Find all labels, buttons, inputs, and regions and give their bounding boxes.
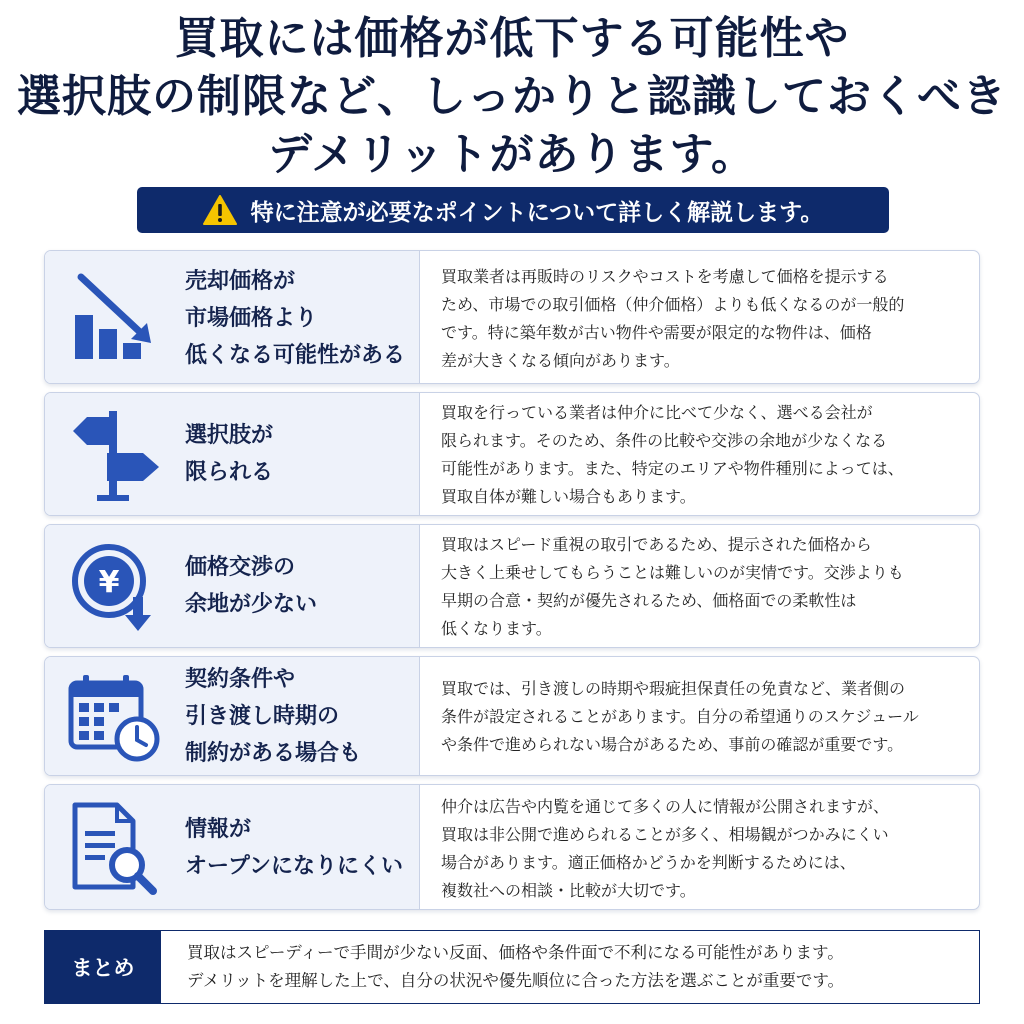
card-body: 仲介は広告や内覧を通じて多くの人に情報が公開されますが、 買取は非公開で進められることが多く、相場観がつかみにくい 場合があります。適正価格かどうかを判断するためには、 複数社への相談・比較が大切です。 — [441, 797, 890, 900]
summary-text: 買取はスピーディーで手間が少ない反面、価格や条件面で不利になる可能性があります。 デメリットを理解した上で、自分の状況や優先順位に合った方法を選ぶことが重要です。 — [187, 943, 845, 990]
title-line-2: 選択肢の制限など、しっかりと認識しておくべき — [17, 71, 1007, 122]
card-body: 買取はスピード重視の取引であるため、提示された価格から 大きく上乗せしてもらうことは難しいのが実情です。交渉よりも 早期の合意・契約が優先されるため、価格面での柔軟性は 低くなります。 — [441, 535, 904, 638]
document-search-icon — [67, 801, 163, 897]
notice-banner — [137, 187, 889, 233]
title-line-1: 買取には価格が低下する可能性や — [174, 13, 850, 64]
page-title — [0, 10, 1024, 184]
warning-icon — [203, 195, 237, 225]
price-drop-chart-icon — [67, 269, 163, 365]
card-body: 買取業者は再販時のリスクやコストを考慮して価格を提示する ため、市場での取引価格（仲介価格）よりも低くなるのが一般的 です。特に築年数が古い物件や需要が限定的な物件は、価格 差が大きくなる傾向があります。 — [441, 267, 905, 370]
card-left-panel — [45, 525, 420, 647]
card-heading: 情報が オープンになりにくい — [185, 817, 404, 879]
point-card-information — [44, 784, 980, 910]
signpost-icon — [67, 407, 163, 503]
point-card-limited-choices — [44, 392, 980, 516]
card-body: 買取では、引き渡しの時期や瑕疵担保責任の免責など、業者側の 条件が設定されることがあります。自分の希望通りのスケジュール や条件で進められない場合があるため、事前の確認が重要です。 — [441, 679, 919, 754]
card-left-panel — [45, 657, 420, 775]
banner-text: 特に注意が必要なポイントについて詳しく解説します。 — [250, 199, 824, 226]
yen-down-icon — [67, 539, 163, 635]
card-heading: 価格交渉の 余地が少ない — [185, 555, 318, 617]
card-heading: 売却価格が 市場価格より 低くなる可能性がある — [185, 269, 406, 368]
title-line-3: デメリットがあります。 — [268, 129, 756, 180]
card-left-panel — [45, 251, 420, 383]
point-card-price-lower — [44, 250, 980, 384]
calendar-clock-icon — [67, 669, 163, 765]
summary-box — [44, 930, 980, 1004]
summary-label: まとめ — [45, 931, 161, 1003]
point-card-contract-terms — [44, 656, 980, 776]
card-left-panel — [45, 393, 420, 515]
card-left-panel — [45, 785, 420, 909]
point-card-negotiation — [44, 524, 980, 648]
card-heading: 選択肢が 限られる — [185, 423, 274, 485]
card-heading: 契約条件や 引き渡し時期の 制約がある場合も — [185, 667, 362, 766]
card-body: 買取を行っている業者は仲介に比べて少なく、選べる会社が 限られます。そのため、条件の比較や交渉の余地が少なくなる 可能性があります。また、特定のエリアや物件種別によっては、 買取自体が難しい場合もあります。 — [441, 403, 904, 506]
svg-text:¥: ¥ — [98, 565, 120, 600]
